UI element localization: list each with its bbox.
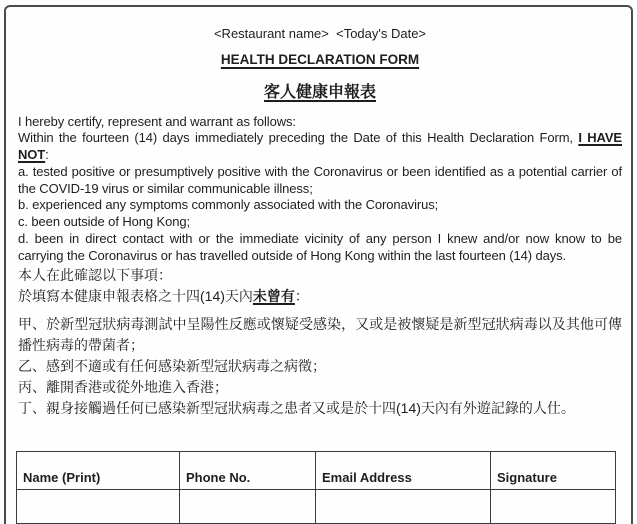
declaration-item-jia: 甲、於新型冠狀病毒測試中呈陽性反應或懷疑受感染，又或是被懷疑是新型冠狀病毒以及其他可傳播性病毒的帶菌者； xyxy=(18,315,622,353)
certify-statement-line: I hereby certify, represent and warrant as follows: xyxy=(18,113,296,129)
email-cell-empty xyxy=(316,489,491,523)
fourteen-days-statement-line xyxy=(18,130,622,164)
table-header-row xyxy=(17,451,616,489)
fourteen-days-prefix-zh: 於填寫本健康申報表格之十四(14)天內 xyxy=(18,287,253,304)
form-title-chinese xyxy=(18,85,622,101)
declaration-chinese-items xyxy=(18,314,622,419)
confirm-statement-line-zh: 本人在此確認以下事項： xyxy=(18,266,172,283)
declaration-item-b: b. experienced any symptoms commonly associated with the Coronavirus; xyxy=(18,197,439,213)
declaration-item-a: a. tested positive or presumptively positive with the Coronavirus or been identified as a potential carrier of the COVID-19 virus or similar communicable illness; xyxy=(18,163,622,196)
i-have-not-emphasis: I HAVE NOT xyxy=(18,130,623,163)
restaurant-date-placeholder-line: <Restaurant name> <Today's Date> xyxy=(213,26,427,41)
form-title-chinese-text: 客人健康申報表 xyxy=(263,83,376,101)
signature-table xyxy=(16,451,616,524)
column-header-name: Name (Print) xyxy=(17,451,180,489)
column-header-signature: Signature xyxy=(491,451,616,489)
form-title-english-text: HEALTH DECLARATION FORM xyxy=(220,52,420,67)
phone-cell-empty xyxy=(180,489,316,523)
not-have-emphasis-zh: 未曾有 xyxy=(252,287,295,304)
column-header-email: Email Address xyxy=(316,451,491,489)
declaration-item-ding: 丁、親身接觸過任何已感染新型冠狀病毒之患者又或是於十四(14)天內有外遊記錄的人仕。 xyxy=(18,399,575,416)
fourteen-days-suffix: : xyxy=(45,147,49,163)
fourteen-days-suffix-zh: ： xyxy=(294,287,309,304)
fourteen-days-statement-line-zh xyxy=(18,286,622,307)
signature-cell-empty xyxy=(491,489,616,523)
declaration-item-c: c. been outside of Hong Kong; xyxy=(18,214,191,230)
declaration-chinese-intro xyxy=(18,265,622,307)
fourteen-days-prefix: Within the fourteen (14) days immediately preceding the Date of this Health Declaration Form, xyxy=(18,130,579,146)
declaration-item-d: d. been in direct contact with or the immediate vicinity of any person I knew and/or now know to be carrying the Coronavirus or has travelled outside of Hong Kong within the last fourteen (14) days. xyxy=(18,231,622,263)
name-cell-empty xyxy=(17,489,180,523)
column-header-phone: Phone No. xyxy=(180,451,316,489)
table-row xyxy=(17,489,616,523)
declaration-item-yi: 乙、感到不適或有任何感染新型冠狀病毒之病徵； xyxy=(18,357,326,374)
declaration-english xyxy=(18,114,622,265)
declaration-item-bing: 丙、離開香港或從外地進入香港； xyxy=(18,378,228,395)
form-title-english xyxy=(18,53,622,67)
